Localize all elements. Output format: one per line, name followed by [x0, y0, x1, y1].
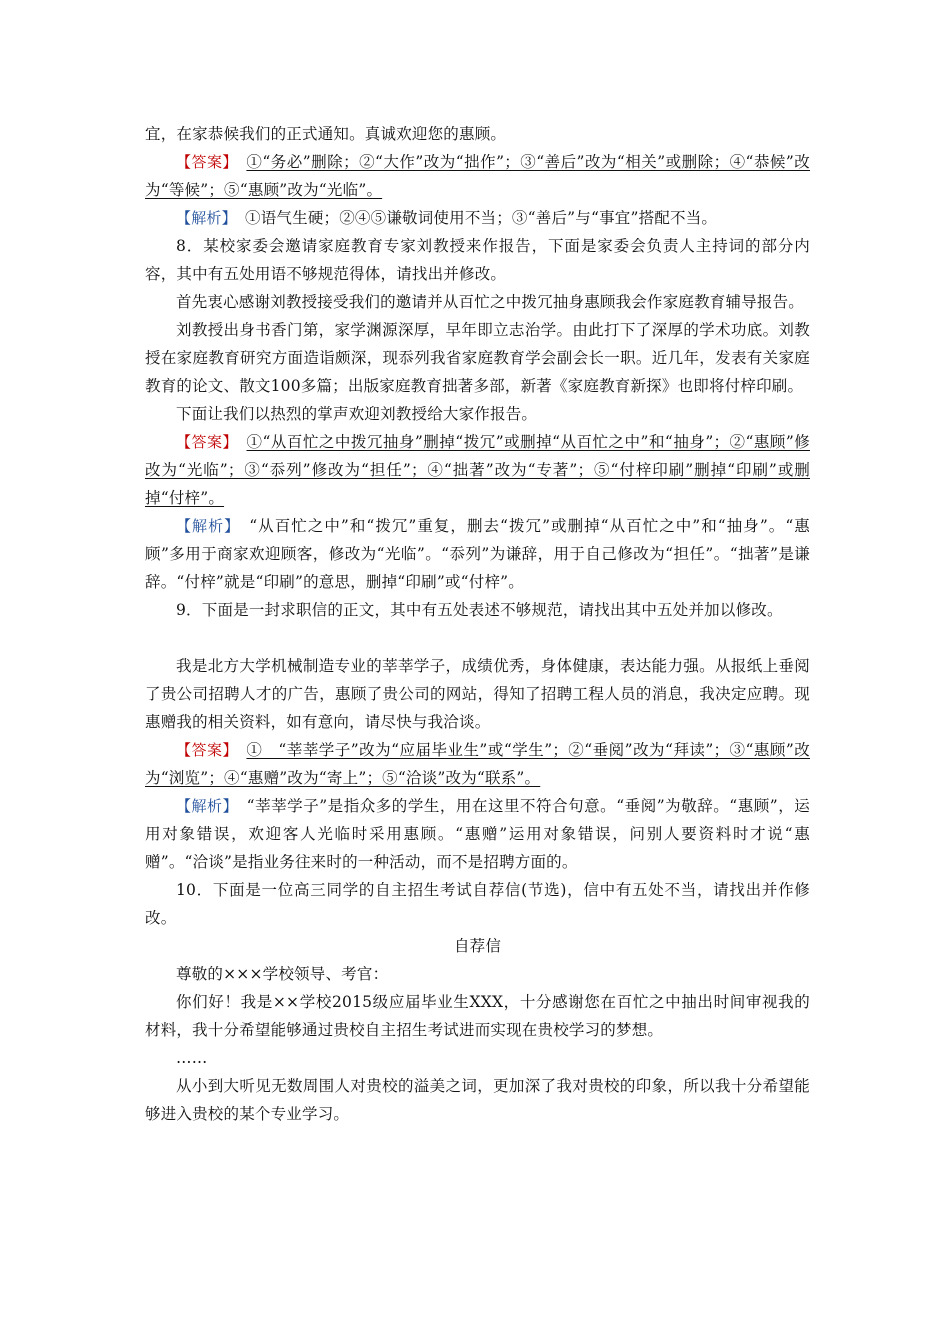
analysis-text: “莘莘学子”是指众多的学生，用在这里不符合句意。“垂阅”为敬辞。“惠顾”，运用对象错误，欢迎客人光临时采用惠顾。“惠赠”运用对象错误，问别人要资料时才说“惠赠”。“洽谈”是指业务往来时的一种活动，而不是招聘方面的。 [145, 797, 810, 871]
answer-text: ① “莘莘学子”改为“应届毕业生”或“学生”；②“垂阅”改为“拜读”；③“惠顾”改为“浏览”；④“惠赠”改为“寄上”；⑤“洽谈”改为“联系”。 [145, 741, 810, 787]
answer-text: ①“从百忙之中拨冗抽身”删掉“拨冗”或删掉“从百忙之中”和“抽身”；②“惠顾”修改为“光临”；③“忝列”修改为“担任”；④“拙著”改为“专著”；⑤“付梓印刷”删掉“印刷”或删掉“付梓”。 [145, 433, 810, 507]
analysis-7 [145, 204, 810, 232]
question-8: 8．某校家委会邀请家庭教育专家刘教授来作报告，下面是家委会负责人主持词的部分内容，其中有五处用语不够规范得体，请找出并修改。 [145, 237, 810, 283]
answer-tag: 【答案】 [176, 433, 231, 451]
paragraph: 刘教授出身书香门第，家学渊源深厚，早年即立志治学。由此打下了深厚的学术功底。刘教授在家庭教育研究方面造诣颇深，现忝列我省家庭教育学会副会长一职。近几年，发表有关家庭教育的论文、散文100多篇；出版家庭教育拙著多部，新著《家庭教育新探》也即将付梓印刷。 [145, 321, 810, 395]
analysis-tag: 【解析】 [176, 517, 233, 535]
question-10: 10．下面是一位高三同学的自主招生考试自荐信(节选)，信中有五处不当，请找出并作修改。 [145, 881, 810, 927]
letter-title: 自荐信 [453, 937, 502, 955]
document-page [145, 120, 810, 1128]
analysis-tag: 【解析】 [176, 209, 230, 227]
analysis-text: “从百忙之中”和“拨冗”重复，删去“拨冗”或删掉“从百忙之中”和“抽身”。“惠顾”多用于商家欢迎顾客，修改为“光临”。“忝列”为谦辞，用于自己修改为“担任”。“拙著”是谦辞。“付梓”就是“印刷”的意思，删掉“印刷”或“付梓”。 [145, 517, 810, 591]
analysis-9 [145, 792, 810, 876]
answer-8 [145, 428, 810, 512]
analysis-tag: 【解析】 [176, 797, 231, 815]
paragraph: 你们好！我是××学校2015级应届毕业生XXX，十分感谢您在百忙之中抽出时间审视我的材料，我十分希望能够通过贵校自主招生考试进而实现在贵校学习的梦想。 [145, 993, 810, 1039]
letter-greeting: 尊敬的×××学校领导、考官： [176, 965, 389, 983]
answer-tag: 【答案】 [176, 741, 231, 759]
paragraph: 下面让我们以热烈的掌声欢迎刘教授给大家作报告。 [176, 405, 538, 423]
answer-7 [145, 148, 810, 204]
paragraph: 我是北方大学机械制造专业的莘莘学子，成绩优秀，身体健康，表达能力强。从报纸上垂阅了贵公司招聘人才的广告，惠顾了贵公司的网站，得知了招聘工程人员的消息，我决定应聘。现惠赠我的相关资料，如有意向，请尽快与我洽谈。 [145, 657, 810, 731]
paragraph: 首先衷心感谢刘教授接受我们的邀请并从百忙之中拨冗抽身惠顾我会作家庭教育辅导报告。 [176, 293, 805, 311]
spacer [145, 624, 810, 652]
analysis-8 [145, 512, 810, 596]
answer-tag: 【答案】 [176, 153, 231, 171]
paragraph: 从小到大听见无数周围人对贵校的溢美之词，更加深了我对贵校的印象，所以我十分希望能够进入贵校的某个专业学习。 [145, 1077, 810, 1123]
answer-text: ①“务必”删除；②“大作”改为“拙作”；③“善后”改为“相关”或删除；④“恭候”改为“等候”；⑤“惠顾”改为“光临”。 [145, 153, 810, 199]
answer-9 [145, 736, 810, 792]
ellipsis: …… [176, 1049, 208, 1067]
analysis-text: ①语气生硬；②④⑤谦敬词使用不当；③“善后”与“事宜”搭配不当。 [245, 209, 718, 227]
question-9: 9．下面是一封求职信的正文，其中有五处表述不够规范，请找出其中五处并加以修改。 [176, 601, 783, 619]
paragraph: 宜，在家恭候我们的正式通知。真诚欢迎您的惠顾。 [145, 125, 507, 143]
